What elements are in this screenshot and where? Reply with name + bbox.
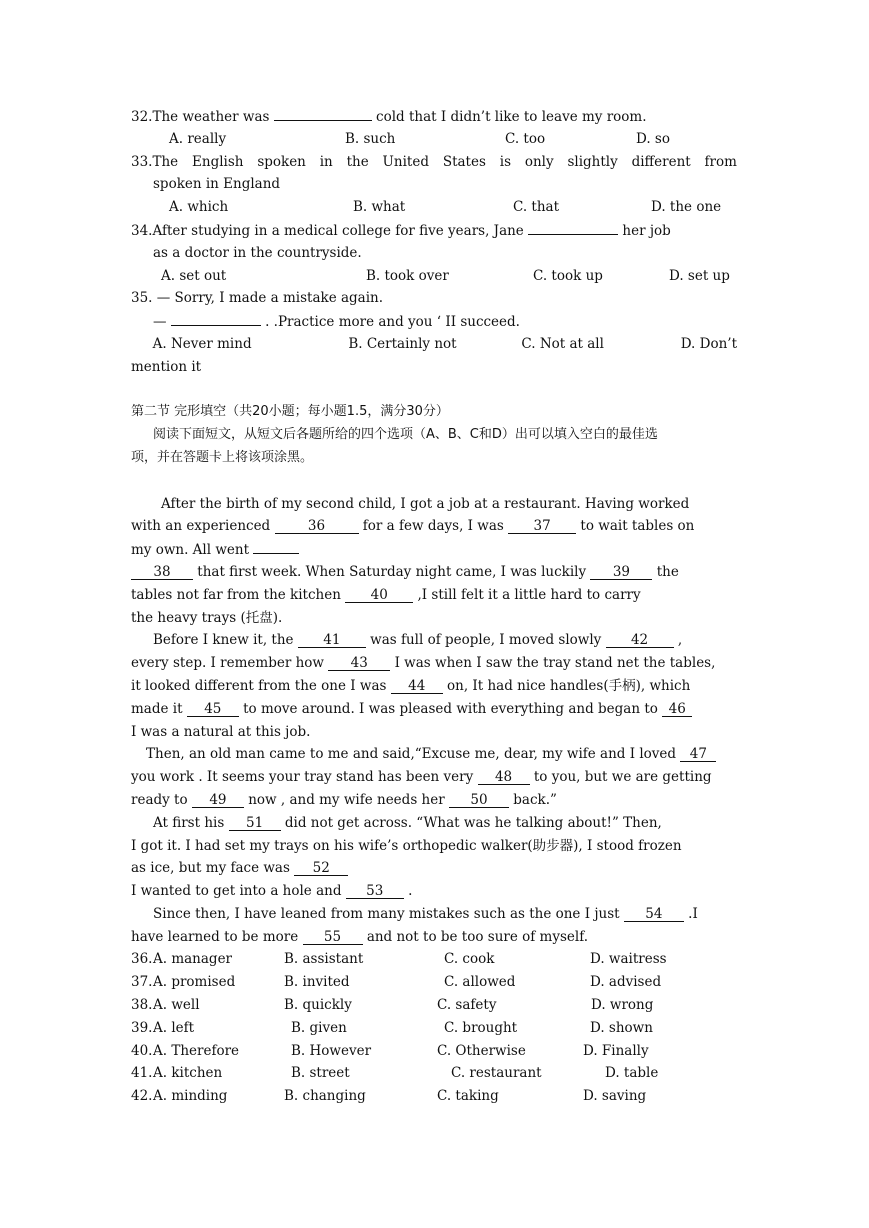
question-word: slightly <box>567 153 618 170</box>
option-c: C. Not at all <box>521 335 604 352</box>
passage-line: Since then, I have leaned from many mistakes such as the one I just 54 .I <box>153 905 698 922</box>
blank-49: 49 <box>192 792 244 808</box>
answer-blank <box>274 105 372 121</box>
section-instructions: 阅读下面短文，从短文后各题所给的四个选项（A、B、C和D）出可以填入空白的最佳选 <box>153 427 658 443</box>
blank-45: 45 <box>187 701 239 717</box>
option-d: D. waitress <box>590 951 667 968</box>
option-c: C. brought <box>444 1019 518 1036</box>
passage-line: have learned to be more 55 and not to be too sure of myself. <box>131 928 589 945</box>
question-34-cont: as a doctor in the countryside. <box>153 244 362 261</box>
option-d: D. Don’t <box>680 335 738 352</box>
option-b: B. what <box>353 199 406 216</box>
answer-row-36 <box>131 948 737 971</box>
question-text: her job <box>622 222 671 239</box>
option-c: C. taking <box>437 1088 499 1105</box>
answer-row-37 <box>131 971 737 994</box>
blank-46: 46 <box>662 701 692 717</box>
passage-line: Then, an old man came to me and said,“Excuse me, dear, my wife and I loved 47 <box>131 743 737 766</box>
blank-51: 51 <box>229 815 281 831</box>
question-word: spoken <box>257 153 306 170</box>
answer-row-40 <box>131 1040 737 1063</box>
blank-52: 52 <box>294 860 348 876</box>
question-word: in <box>319 153 333 170</box>
question-number: 41. <box>131 1065 153 1082</box>
options-32 <box>131 128 737 151</box>
passage-line: I got it. I had set my trays on his wife’s orthopedic walker(助步器), I stood frozen <box>131 837 682 854</box>
question-word: United <box>382 153 429 170</box>
option-a: A. minding <box>153 1088 228 1105</box>
option-c: C. safety <box>437 997 497 1014</box>
blank-39: 39 <box>590 564 652 580</box>
option-a: A. promised <box>153 974 236 991</box>
option-d: D. wrong <box>591 997 654 1014</box>
passage-line: I was a natural at this job. <box>131 723 311 740</box>
passage-line: made it 45 to move around. I was pleased with everything and began to 46 <box>131 698 737 721</box>
answer-blank <box>253 538 299 554</box>
question-word: is <box>499 153 511 170</box>
passage-line: the heavy trays (托盘). <box>131 609 283 626</box>
option-b: B. invited <box>284 974 350 991</box>
passage-line: tables not far from the kitchen 40 ,I still felt it a little hard to carry <box>131 586 641 603</box>
option-b: B. changing <box>284 1088 366 1105</box>
option-b: B. such <box>345 130 396 147</box>
question-word: different <box>631 153 691 170</box>
option-d-wrap: mention it <box>131 358 202 375</box>
question-word: States <box>442 153 486 170</box>
passage-line: it looked different from the one I was 44 on, It had nice handles(手柄), which <box>131 677 691 694</box>
blank-36: 36 <box>275 518 359 534</box>
question-32 <box>131 105 737 128</box>
option-d: D. table <box>605 1065 659 1082</box>
question-33-cont: spoken in England <box>153 176 281 193</box>
blank-41: 41 <box>298 632 366 648</box>
blank-53: 53 <box>346 883 404 899</box>
option-c: C. that <box>513 199 560 216</box>
option-b: B. took over <box>366 267 449 284</box>
option-b: B. street <box>291 1065 350 1082</box>
question-text: 34.After studying in a medical college for five years, Jane <box>131 222 524 239</box>
blank-47: 47 <box>680 746 716 762</box>
section-heading: 第二节 完形填空（共20小题；每小题1.5，满分30分） <box>131 404 449 420</box>
question-text: 32.The weather was <box>131 109 270 125</box>
blank-54: 54 <box>624 906 684 922</box>
question-word: 33.The <box>131 153 179 170</box>
options-34 <box>131 265 737 288</box>
answer-row-39 <box>131 1017 737 1040</box>
answer-options <box>131 948 737 1108</box>
option-c: C. cook <box>444 951 495 968</box>
option-a: A. which <box>169 199 229 216</box>
options-35 <box>131 333 737 356</box>
question-number: 39. <box>131 1019 153 1036</box>
section-instructions-cont: 项，并在答题卡上将该项涂黑。 <box>131 449 314 465</box>
option-c: C. allowed <box>444 974 516 991</box>
passage-line: with an experienced 36 for a few days, I was 37 to wait tables on <box>131 518 695 535</box>
option-a: A. well <box>153 997 200 1014</box>
option-b: B. However <box>291 1042 372 1059</box>
question-number: 42. <box>131 1088 153 1105</box>
option-a: A. Therefore <box>153 1042 240 1059</box>
question-number: 40. <box>131 1042 153 1059</box>
passage-line: At first his 51 did not get across. “What was he talking about!” Then, <box>153 814 662 831</box>
blank-48: 48 <box>478 769 530 785</box>
option-a: A. Never mind <box>152 335 252 352</box>
answer-row-41 <box>131 1062 737 1085</box>
option-d: D. shown <box>590 1019 653 1036</box>
blank-40: 40 <box>345 587 413 603</box>
passage-line: After the birth of my second child, I got a job at a restaurant. Having worked <box>161 495 690 512</box>
option-d: D. the one <box>651 199 722 216</box>
answer-row-42 <box>131 1085 737 1108</box>
question-word: from <box>704 153 737 170</box>
option-d: D. set up <box>669 267 730 284</box>
passage-line: I wanted to get into a hole and 53 . <box>131 883 413 900</box>
option-b: B. quickly <box>284 997 352 1014</box>
blank-44: 44 <box>391 678 443 694</box>
option-d: D. advised <box>590 974 662 991</box>
blank-38: 38 <box>131 564 193 580</box>
passage-line: every step. I remember how 43 I was when I saw the tray stand net the tables, <box>131 655 716 672</box>
passage-line: as ice, but my face was 52 <box>131 857 737 880</box>
option-c: C. restaurant <box>451 1065 542 1082</box>
passage-line: Before I knew it, the 41 was full of people, I moved slowly 42 , <box>153 632 683 649</box>
passage-line: 38 that first week. When Saturday night came, I was luckily 39 the <box>131 561 737 584</box>
passage-line: my own. All went <box>131 538 737 561</box>
option-a: A. left <box>153 1019 195 1036</box>
option-c: C. too <box>505 130 546 147</box>
blank-42: 42 <box>606 632 674 648</box>
option-a: A. kitchen <box>153 1065 223 1082</box>
exam-page <box>131 105 737 1108</box>
question-number: 37. <box>131 974 153 991</box>
answer-row-38 <box>131 994 737 1017</box>
passage-line: you work . It seems your tray stand has been very 48 to you, but we are getting <box>131 769 712 786</box>
blank-50: 50 <box>449 792 509 808</box>
question-word: only <box>524 153 554 170</box>
question-text: cold that I didn’t like to leave my room. <box>376 109 647 125</box>
passage-line: ready to 49 now , and my wife needs her 50 back.” <box>131 791 557 808</box>
option-a: A. manager <box>153 951 233 968</box>
question-word: the <box>346 153 369 170</box>
blank-37: 37 <box>508 518 576 534</box>
option-c: C. took up <box>533 267 603 284</box>
question-35: 35. — Sorry, I made a mistake again. <box>131 290 384 307</box>
question-35-reply: — . .Practice more and you ‘ II succeed. <box>131 310 737 333</box>
blank-43: 43 <box>328 655 390 671</box>
option-b: B. given <box>291 1019 347 1036</box>
question-number: 36. <box>131 951 153 968</box>
question-word: English <box>192 153 244 170</box>
option-d: D. Finally <box>583 1042 649 1059</box>
answer-blank <box>528 219 618 235</box>
option-d: D. saving <box>583 1088 647 1105</box>
option-a: A. really <box>169 130 227 147</box>
option-b: B. Certainly not <box>348 335 457 352</box>
option-d: D. so <box>636 130 670 147</box>
question-34 <box>131 219 737 242</box>
question-number: 38. <box>131 997 153 1014</box>
answer-blank <box>171 310 261 326</box>
question-33 <box>131 151 737 174</box>
option-a: A. set out <box>161 267 227 284</box>
option-c: C. Otherwise <box>437 1042 526 1059</box>
blank-55: 55 <box>303 929 363 945</box>
options-33 <box>131 196 737 219</box>
option-b: B. assistant <box>284 951 364 968</box>
